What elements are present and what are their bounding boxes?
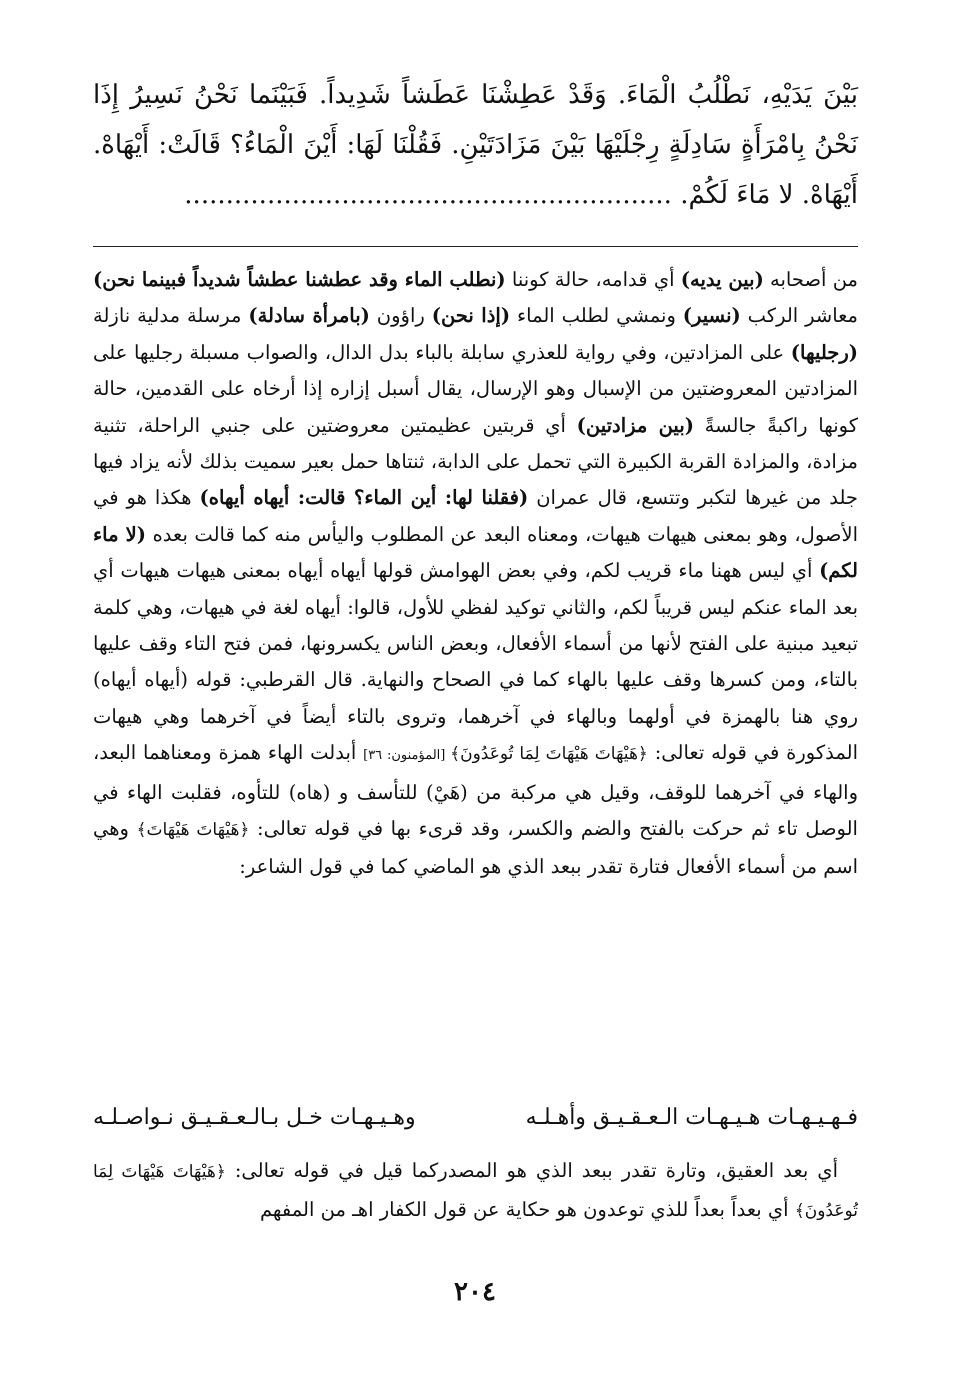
bold-quote: (نسير) — [682, 304, 741, 328]
quran-verse: ﴿هَيْهَاتَ هَيْهَاتَ لِمَا تُوعَدُونَ﴾ — [93, 1162, 858, 1221]
quran-reference: [المؤمنون: ٣٦] — [363, 748, 451, 764]
commentary-text: وهي اسم من أسماء الأفعال فتارة تقدر ببعد الذي هو الماضي كما في قول الشاعر: — [93, 817, 858, 878]
commentary-text: ونمشي لطلب الماء — [510, 304, 683, 328]
page-number: ٢٠٤ — [454, 1277, 496, 1307]
commentary-text: معاشر الركب — [740, 304, 858, 328]
quran-verse: ﴿هَيْهَاتَ هَيْهَاتَ لِمَا تُوعَدُونَ﴾ — [450, 744, 648, 765]
commentary-text: من أصحابه — [763, 268, 858, 291]
bold-quote: (نطلب الماء وقد عطشنا عطشاً شديداً فبينما نحن) — [93, 268, 506, 291]
commentary-text: أي بعد العقيق، وتارة تقدر ببعد الذي هو المصدركما قيل في قوله تعالى: — [225, 1159, 838, 1182]
closing-paragraph — [93, 1152, 858, 1230]
commentary-paragraph — [93, 262, 858, 885]
commentary-text: أي قربتين عظيمتين معروضتين على جنبي الراحلة، تثنية مزادة، والمزادة القربة الكبيرة التي تحمل على الدابة، ثنتاها حمل بعير سميت بذلك لأنه يزاد فيها جلد من غيرها لتكبر وتتسع، قال عمران — [93, 413, 858, 510]
hadith-block — [93, 70, 858, 230]
bold-quote: (بين يديه) — [680, 268, 764, 291]
hadith-text — [93, 70, 858, 230]
hadith-matn: بَيْنَ يَدَيْهِ، نَطْلُبُ الْمَاءَ. وَقَدْ عَطِشْنَا عَطَشاً شَدِيداً. فَبَيْنَما نَحْنُ نَسِيرُ إِذَا نَحْنُ بِامْرَأَةٍ سَادِلَةٍ رِجْلَيْهَا بَيْنَ مَزَادَتَيْنِ. فَقُلْنَا لَهَا: أَيْنَ الْمَاءُ؟ قَالَتْ: أَيْهَاهْ. أَيْهَاهْ. لا مَاءَ لَكُمْ. — [93, 80, 858, 210]
bold-quote: (بامرأة سادلة) — [248, 304, 370, 328]
bold-quote: (لا ماء لكم) — [93, 522, 858, 583]
commentary-text: أبدلت الهاء همزة ومعناهما البعد، والهاء في آخرهما للوقف، وقيل هي مركبة من (هَيْ) للتأسف و (هاه) للتأوه، فقلبت الهاء في الوصل تاء ثم حركت بالفتح والضم والكسر، وقد قرىء بها في قوله تعالى: — [93, 741, 858, 841]
commentary-text: أي بعداً بعداً للذي توعدون هو حكاية عن قول الكفار اهـ من المفهم — [259, 1198, 795, 1221]
poetry-verse — [93, 1098, 858, 1138]
commentary-text: مرسلة مدلية نازلة — [93, 304, 249, 328]
commentary-text: على المزادتين، وفي رواية للعذري سابلة بالباء بدل الدال، والصواب مسبلة رجليها على المزادتين المعروضتين من الإسبال وهو الإرسال، يقال أسبل إزاره إذا أرخاه على القدمين، حالة كونها راكبةً جالسةً — [93, 340, 858, 437]
poem-hemistich-first: فـهـيـهـات هـيـهـات الـعـقـيـق وأهـلـه — [525, 1105, 858, 1130]
commentary-text: أي ليس ههنا ماء قريب لكم، وفي بعض الهوامش قولها أيهاه أيهاه بمعنى هيهات هيهات أي بعد الماء عنكم ليس قريباً لكم، والثاني توكيد لفظي للأول، قالوا: أيهاه لغة في هيهات، وهي كلمة تبعيد مبنية على الفتح لأنها من أسماء الأفعال، وبعض الناس يكسرونها، فمن فتح التاء وقف عليها بالتاء، ومن كسرها وقف عليها بالهاء كما في الصحاح والنهاية. قال القرطبي: قوله (أيهاه أيهاه) روي هنا بالهمزة في أولهما وبالهاء في آخرهما، وتروى بالتاء أيضاً في آخرهما وهي هيهات المذكورة في قوله تعالى: — [93, 559, 858, 765]
hadith-dots: ........................................................... — [184, 180, 672, 210]
bold-quote: (إذا نحن) — [431, 304, 511, 328]
bold-quote: (بين مزادتين) — [576, 413, 694, 437]
footnote-separator — [93, 246, 858, 247]
commentary-text: هكذا هو في الأصول، وهو بمعنى هيهات هيهات، ومعناه البعد عن المطلوب واليأس منه كما قالت بعده — [93, 486, 858, 546]
poem-hemistich-second: وهـيـهـات خـل بـالـعـقـيـق نـواصـلـه — [93, 1105, 416, 1130]
bold-quote: (رجليها) — [790, 340, 858, 364]
commentary-text: أي قدامه، حالة كوننا — [505, 268, 681, 291]
bold-quote: (فقلنا لها: أين الماء؟ قالت: أيهاه أيهاه) — [199, 486, 529, 510]
commentary-text: راؤون — [369, 304, 432, 328]
quran-verse: ﴿هَيْهَاتَ هَيْهَاتَ﴾ — [136, 820, 250, 841]
